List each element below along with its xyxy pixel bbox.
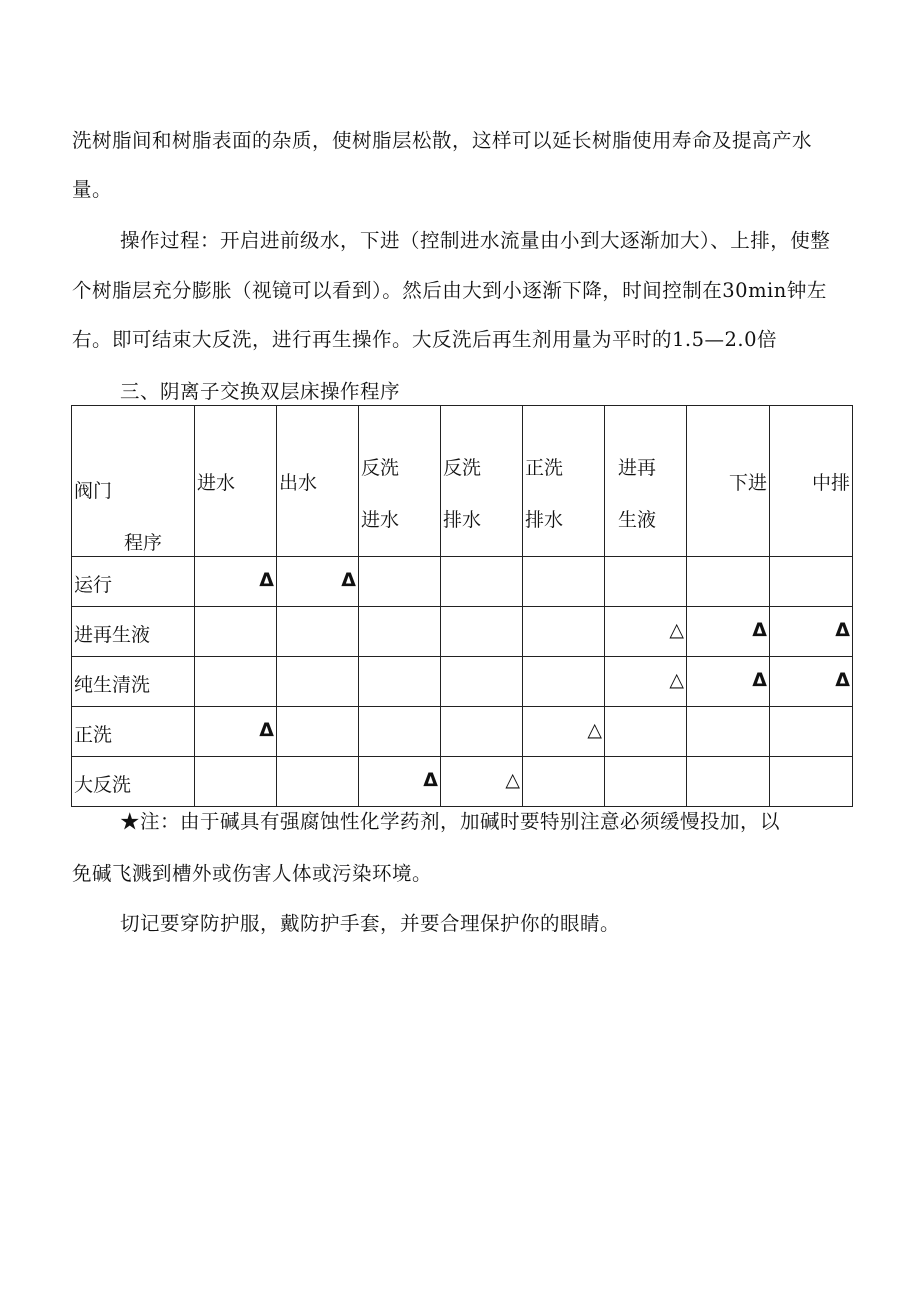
table-cell bbox=[605, 657, 687, 707]
table-row bbox=[72, 607, 853, 657]
table-cell bbox=[441, 657, 523, 707]
table-cell bbox=[277, 607, 359, 657]
row-label-cell bbox=[72, 557, 195, 607]
table-header-row bbox=[72, 406, 853, 557]
paragraph-1-line-2: 量。 bbox=[72, 178, 113, 201]
table-cell bbox=[687, 657, 770, 707]
table-row bbox=[72, 657, 853, 707]
column-header: 进水 bbox=[195, 406, 277, 557]
column-header: 下进 bbox=[687, 406, 770, 557]
table-cell bbox=[359, 757, 441, 807]
valve-mark: Δ bbox=[835, 619, 850, 641]
operation-table bbox=[71, 405, 853, 807]
note-line-2: 免碱飞溅到槽外或伤害人体或污染环境。 bbox=[72, 862, 433, 885]
column-header: 反洗 进水 bbox=[359, 406, 441, 557]
table-cell bbox=[195, 557, 277, 607]
valve-mark: △ bbox=[587, 719, 602, 741]
table-cell bbox=[605, 707, 687, 757]
section-title: 三、阴离子交换双层床操作程序 bbox=[120, 380, 401, 403]
corner-valve-label: 阀门 bbox=[74, 480, 113, 502]
table-cell bbox=[277, 557, 359, 607]
row-label-cell bbox=[72, 607, 195, 657]
table-cell bbox=[687, 757, 770, 807]
table-cell bbox=[770, 657, 853, 707]
note-line-3: 切记要穿防护服，戴防护手套，并要合理保护你的眼睛。 bbox=[120, 912, 621, 935]
table-cell bbox=[687, 707, 770, 757]
table-cell bbox=[523, 607, 605, 657]
paragraph-2-line-3: 右。即可结束大反洗，进行再生操作。大反洗后再生剂用量为平时的1.5—2.0倍 bbox=[72, 328, 778, 351]
valve-mark: △ bbox=[669, 619, 684, 641]
table-row bbox=[72, 757, 853, 807]
table-cell bbox=[605, 757, 687, 807]
valve-mark: △ bbox=[669, 669, 684, 691]
row-label: 进再生液 bbox=[74, 624, 151, 646]
paragraph-1-line-1: 洗树脂间和树脂表面的杂质，使树脂层松散，这样可以延长树脂使用寿命及提高产水 bbox=[72, 129, 813, 152]
row-label: 正洗 bbox=[74, 724, 113, 746]
paragraph-2-line-1: 操作过程：开启进前级水，下进（控制进水流量由小到大逐渐加大）、上排，使整 bbox=[120, 229, 831, 252]
table-cell bbox=[523, 757, 605, 807]
table-cell bbox=[523, 657, 605, 707]
table-cell bbox=[277, 707, 359, 757]
table-cell bbox=[277, 757, 359, 807]
valve-mark: Δ bbox=[752, 669, 767, 691]
row-label: 大反洗 bbox=[74, 774, 132, 796]
table-cell bbox=[195, 657, 277, 707]
table-cell bbox=[441, 607, 523, 657]
corner-procedure-label: 程序 bbox=[124, 532, 163, 554]
column-header: 进再 生液 bbox=[605, 406, 687, 557]
valve-mark: △ bbox=[505, 769, 520, 791]
table-cell bbox=[523, 557, 605, 607]
row-label-cell bbox=[72, 657, 195, 707]
row-label-cell bbox=[72, 757, 195, 807]
valve-mark: Δ bbox=[259, 719, 274, 741]
valve-mark: Δ bbox=[752, 619, 767, 641]
column-header: 中排 bbox=[770, 406, 853, 557]
table-cell bbox=[441, 557, 523, 607]
table-cell bbox=[687, 557, 770, 607]
row-label: 运行 bbox=[74, 574, 113, 596]
table-cell bbox=[277, 657, 359, 707]
corner-cell bbox=[72, 406, 195, 557]
table-cell bbox=[523, 707, 605, 757]
table-row bbox=[72, 707, 853, 757]
table-cell bbox=[770, 557, 853, 607]
valve-mark: Δ bbox=[835, 669, 850, 691]
table-cell bbox=[359, 707, 441, 757]
table-cell bbox=[770, 607, 853, 657]
table-cell bbox=[605, 557, 687, 607]
table-cell bbox=[605, 607, 687, 657]
table-cell bbox=[195, 607, 277, 657]
paragraph-2-line-2: 个树脂层充分膨胀（视镜可以看到）。然后由大到小逐渐下降，时间控制在30min钟左 bbox=[72, 279, 827, 302]
column-header: 正洗 排水 bbox=[523, 406, 605, 557]
row-label: 纯生清洗 bbox=[74, 674, 151, 696]
table-cell bbox=[687, 607, 770, 657]
valve-mark: Δ bbox=[423, 769, 438, 791]
table-cell bbox=[195, 707, 277, 757]
table-cell bbox=[359, 557, 441, 607]
column-header: 出水 bbox=[277, 406, 359, 557]
table-cell bbox=[359, 607, 441, 657]
table-cell bbox=[770, 757, 853, 807]
row-label-cell bbox=[72, 707, 195, 757]
table-row bbox=[72, 557, 853, 607]
table-cell bbox=[441, 707, 523, 757]
table-cell bbox=[770, 707, 853, 757]
note-line-1: ★注：由于碱具有强腐蚀性化学药剂，加碱时要特别注意必须缓慢投加，以 bbox=[120, 810, 781, 833]
table-cell bbox=[441, 757, 523, 807]
valve-mark: Δ bbox=[259, 569, 274, 591]
valve-mark: Δ bbox=[341, 569, 356, 591]
table-cell bbox=[359, 657, 441, 707]
table-cell bbox=[195, 757, 277, 807]
column-header: 反洗 排水 bbox=[441, 406, 523, 557]
